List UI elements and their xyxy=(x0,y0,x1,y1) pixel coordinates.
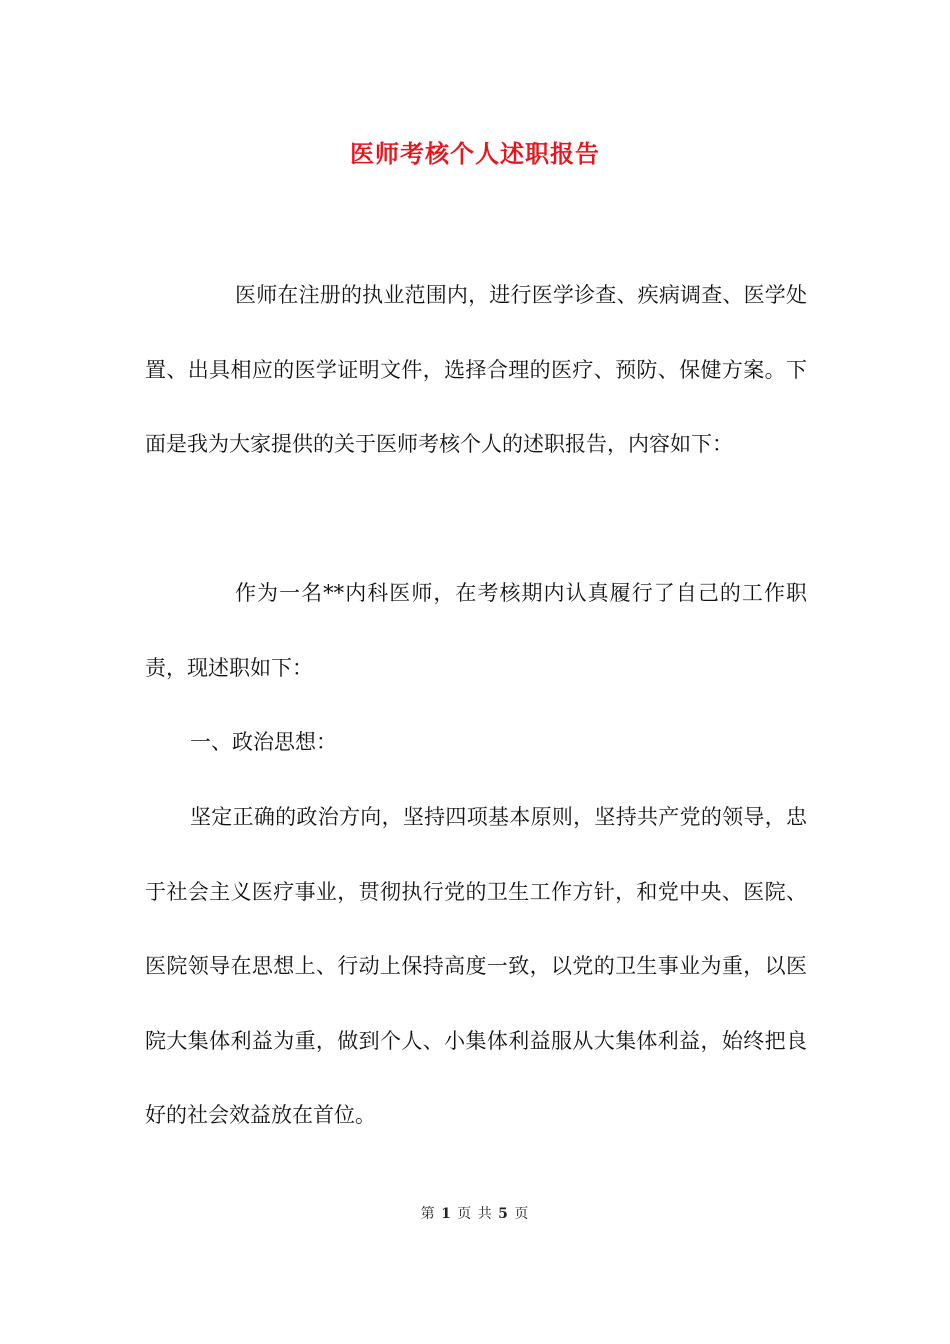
intro-paragraph: 医师在注册的执业范围内，进行医学诊查、疾病调查、医学处置、出具相应的医学证明文件，选择合理的医疗、预防、保健方案。下面是我为大家提供的关于医师考核个人的述职报告，内容如下： xyxy=(145,283,807,456)
section-heading-politics: 一、政治思想： xyxy=(190,730,337,754)
politics-paragraph: 坚定正确的政治方向，坚持四项基本原则，坚持共产党的领导，忠于社会主义医疗事业，贯彻执行党的卫生工作方针，和党中央、医院、医院领导在思想上、行动上保持高度一致，以党的卫生事业为重，以医院大集体利益为重，做到个人、小集体利益服从大集体利益，始终把良好的社会效益放在首位。 xyxy=(145,805,807,1127)
footer-total-pages: 5 xyxy=(498,1206,509,1222)
footer-middle: 页 共 xyxy=(457,1206,493,1222)
document-title: 医师考核个人述职报告 xyxy=(350,139,600,168)
footer-prefix: 第 xyxy=(420,1206,436,1222)
statement-paragraph: 作为一名**内科医师，在考核期内认真履行了自己的工作职责，现述职如下： xyxy=(145,581,807,680)
footer-page-number: 1 xyxy=(441,1206,452,1222)
footer-suffix: 页 xyxy=(514,1206,530,1222)
page-footer xyxy=(0,1204,950,1224)
